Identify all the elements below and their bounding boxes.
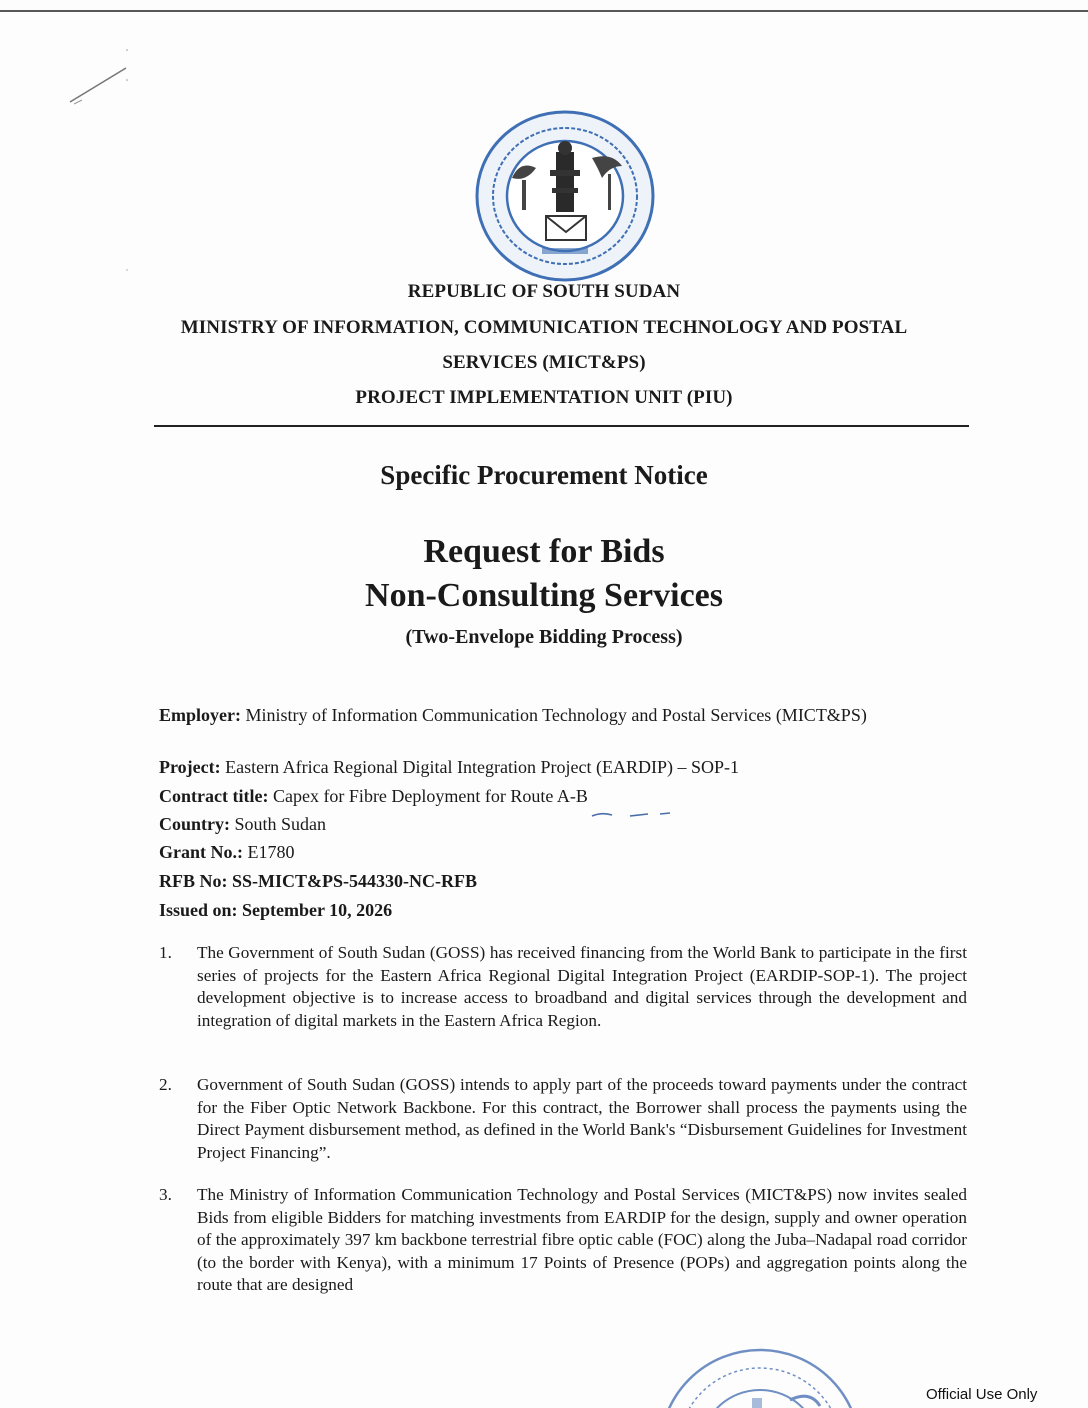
- paragraph-1: [159, 942, 967, 1032]
- paragraph-3-number: 3.: [159, 1185, 172, 1204]
- meta-country-label: Country:: [159, 814, 230, 834]
- rfb-title: [0, 530, 1088, 618]
- paragraph-3: [159, 1184, 967, 1297]
- meta-contract-label: Contract title:: [159, 786, 269, 806]
- meta-grant-value: E1780: [247, 842, 295, 862]
- paragraph-2: [159, 1074, 967, 1164]
- paragraph-1-number: 1.: [159, 943, 172, 962]
- scan-edge-line: [0, 10, 1088, 12]
- meta-project-label: Project:: [159, 757, 221, 777]
- paragraph-1-text: The Government of South Sudan (GOSS) has received financing from the World Bank to participate in the first series of projects for the Eastern Africa Regional Digital Integration Project (EARDIP-SOP-1). The project development objective is to increase access to broadband and digital services through the development and integration of digital markets in the Eastern Africa Region.: [197, 943, 967, 1030]
- meta-country: [159, 813, 959, 835]
- rfb-title-line2: Non-Consulting Services: [365, 577, 723, 614]
- rfb-title-line1: Request for Bids: [423, 533, 665, 570]
- meta-contract: [159, 785, 959, 807]
- header-ministry-line1: MINISTRY OF INFORMATION, COMMUNICATION TECHNOLOGY AND POSTAL: [180, 317, 908, 338]
- notice-title: Specific Procurement Notice: [380, 460, 708, 490]
- header-ministry-line2: SERVICES (MICT&PS): [442, 352, 646, 373]
- meta-issued-date: Issued on: September 10, 2026: [159, 900, 393, 920]
- meta-contract-value: Capex for Fibre Deployment for Route A-B: [272, 786, 588, 806]
- paragraph-2-text: Government of South Sudan (GOSS) intends to apply part of the proceeds toward payments under the contract for the Fiber Optic Network Backbone. For this contract, the Borrower shall process the payments using the Direct Payment disbursement method, as defined in the World Bank's “Disbursement Guidelines for Investment Project Financing”.: [197, 1075, 967, 1162]
- bidding-process: (Two-Envelope Bidding Process): [405, 626, 683, 648]
- meta-project-value: Eastern Africa Regional Digital Integration Project (EARDIP) – SOP-1: [225, 757, 740, 777]
- meta-employer: [159, 704, 959, 726]
- meta-rfb-number: RFB No: SS-MICT&PS-544330-NC-RFB: [159, 871, 477, 891]
- meta-employer-label: Employer:: [159, 705, 241, 725]
- header-divider: [154, 425, 969, 427]
- paragraph-3-text: The Ministry of Information Communication Technology and Postal Services (MICT&PS) now invites sealed Bids from eligible Bidders for matching investments from EARDIP for the design, supply and owner operation of the approximately 397 km backbone terrestrial fibre optic cable (FOC) along the Juba–Nadapal road corridor (to the border with Kenya), with a minimum 17 Points of Presence (POPs) and aggregation points along the route that are designed: [197, 1185, 967, 1294]
- paragraph-2-number: 2.: [159, 1075, 172, 1094]
- header-unit: PROJECT IMPLEMENTATION UNIT (PIU): [355, 387, 733, 408]
- meta-employer-value: Ministry of Information Communication Technology and Postal Services (MICT&PS): [245, 705, 867, 725]
- ministry-seal-emblem: [472, 108, 658, 284]
- header-republic: REPUBLIC OF SOUTH SUDAN: [407, 281, 681, 302]
- official-use-label: Official Use Only: [926, 1386, 1038, 1403]
- meta-grant-label: Grant No.:: [159, 842, 243, 862]
- ministry-stamp: [640, 1340, 880, 1408]
- meta-country-value: South Sudan: [234, 814, 327, 834]
- meta-grant: [159, 841, 959, 863]
- meta-project: [159, 756, 959, 778]
